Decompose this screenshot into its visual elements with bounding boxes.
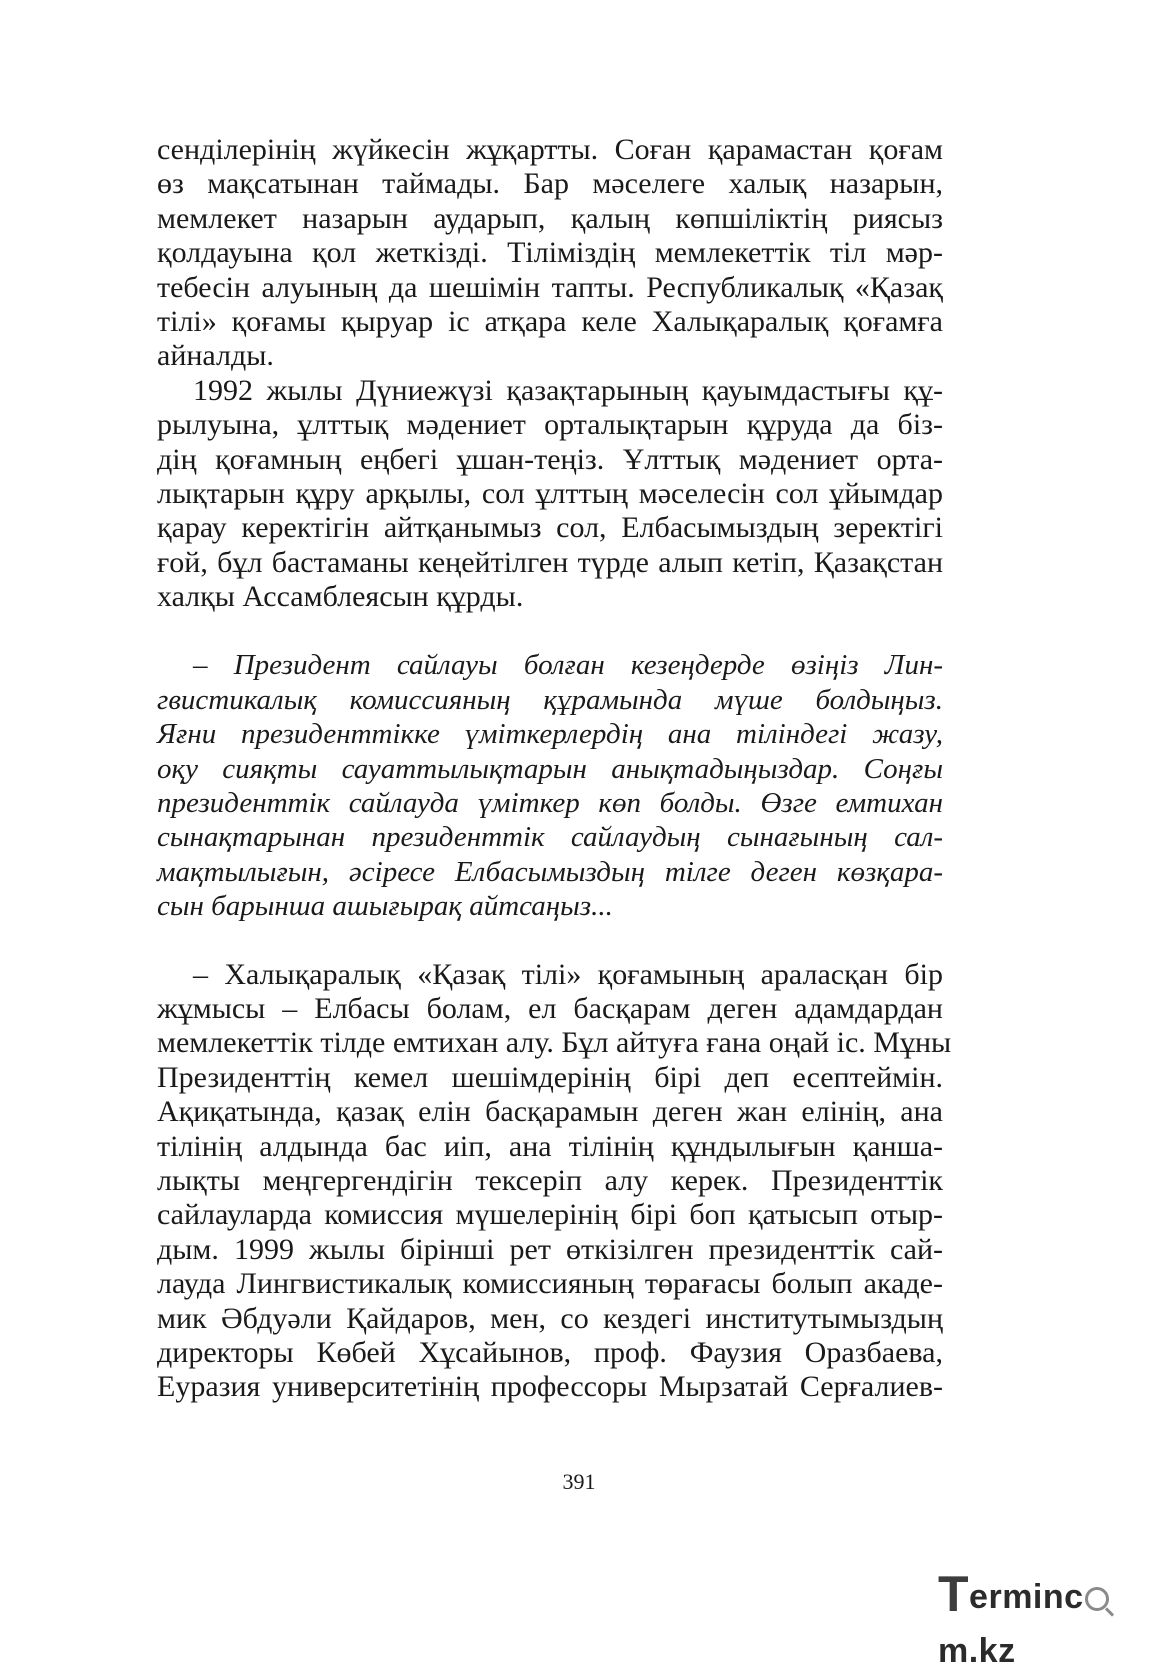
text-line: айналды. — [157, 339, 274, 373]
text-line: сын барынша ашығырақ айтсаңыз... — [157, 890, 613, 923]
text-line: жұмысы – Елбасы болам, ел басқарам деген адамдардан — [157, 991, 943, 1025]
text-line: тебесін алуының да шешімін тапты. Республикалық «Қазақ — [157, 270, 943, 304]
magnifier-icon — [1085, 1587, 1109, 1611]
text-line: – Халықаралық «Қазақ тілі» қоғамының араласқан бір — [193, 957, 943, 991]
page-number: 391 — [562, 1469, 596, 1494]
text-line: Президенттің кемел шешімдерінің бірі деп есептеймін. — [157, 1060, 943, 1094]
interview-answer — [157, 957, 952, 1405]
page-content — [157, 133, 952, 1405]
spacer — [157, 924, 943, 958]
text-line: мемлекет назарын аударып, қалың көпшіліктің риясыз — [157, 201, 943, 235]
text-line: дің қоғамның еңбегі ұшан-теңіз. Ұлттық мәдениет орта- — [157, 442, 943, 476]
text-line: өз мақсатынан таймады. Бар мәселеге халық назарын, — [157, 167, 943, 201]
text-line: халқы Ассамблеясын құрды. — [157, 580, 524, 614]
text-line: оқу сияқты сауаттылықтарын анықтадыңыздар. Соңғы — [157, 752, 943, 785]
text-line: сынақтарынан президенттік сайлаудың сынағының сал- — [157, 821, 943, 854]
text-line: директоры Көбей Хұсайынов, проф. Фаузия Оразбаева, — [157, 1335, 943, 1369]
text-line: Яғни президенттікке үміткерлердің ана тіліндегі жазу, — [157, 718, 943, 751]
text-line: – Президент сайлауы болған кезеңдерде өзіңіз Лин- — [193, 649, 943, 682]
text-line: мик Әбдуәли Қайдаров, мен, со кездегі институтымыздың — [157, 1301, 943, 1335]
text-line: гвистикалық комиссияның құрамында мүше болдыңыз. — [157, 683, 943, 716]
text-line: сайлауларда комиссия мүшелерінің бірі боп қатысып отыр- — [157, 1198, 943, 1232]
text-line: тілі» қоғамы қыруар іс атқара келе Халықаралық қоғамға — [157, 304, 943, 338]
text-line: рылуына, ұлттық мәдениет орталықтарын құруда да біз- — [157, 408, 943, 442]
paragraph-2 — [157, 374, 943, 615]
text-line: лықтарын құру арқылы, сол ұлттың мәселесін сол ұйымдар — [157, 476, 943, 510]
logo-text-part2: m.kz — [938, 1632, 1016, 1670]
logo-text-part1: erminc — [969, 1578, 1084, 1616]
text-line: Ақиқатында, қазақ елін басқарамын деген жан елінің, ана — [157, 1095, 943, 1129]
spacer — [157, 614, 943, 648]
text-line: ғой, бұл бастаманы кеңейтілген түрде алып кетіп, Қазақстан — [157, 545, 943, 579]
text-line: лауда Лингвистикалық комиссияның төрағасы болып акаде- — [157, 1267, 943, 1301]
termincom-logo[interactable] — [938, 1564, 1138, 1670]
text-line: президенттік сайлауда үміткер көп болды. Өзге емтихан — [157, 787, 943, 820]
text-line: 1992 жылы Дүниежүзі қазақтарының қауымдастығы құ- — [193, 373, 943, 407]
interview-question — [157, 648, 943, 923]
text-line: дым. 1999 жылы бірінші рет өткізілген президенттік сай- — [157, 1232, 943, 1266]
text-line: сенділерінің жүйкесін жұқартты. Соған қарамастан қоғам — [157, 133, 943, 166]
text-line: қолдауына қол жеткізді. Тіліміздің мемлекеттік тіл мәр- — [157, 236, 943, 270]
text-line: қарау керектігін айтқанымыз сол, Елбасымыздың зеректігі — [157, 511, 943, 545]
paragraph-1 — [157, 133, 943, 374]
text-line: Еуразия университетінің профессоры Мырзатай Серғалиев- — [157, 1370, 943, 1404]
logo-letter: T — [938, 1566, 970, 1622]
text-line: тілінің алдында бас иіп, ана тілінің құндылығын қанша- — [157, 1129, 943, 1163]
text-line: мақтылығын, әсіресе Елбасымыздың тілге деген көзқара- — [157, 855, 943, 888]
text-line: мемлекеттік тілде емтихан алу. Бұл айтуға ғана оңай іс. Мұны — [157, 1026, 952, 1060]
text-line: лықты меңгергендігін тексеріп алу керек. Президенттік — [157, 1163, 943, 1197]
